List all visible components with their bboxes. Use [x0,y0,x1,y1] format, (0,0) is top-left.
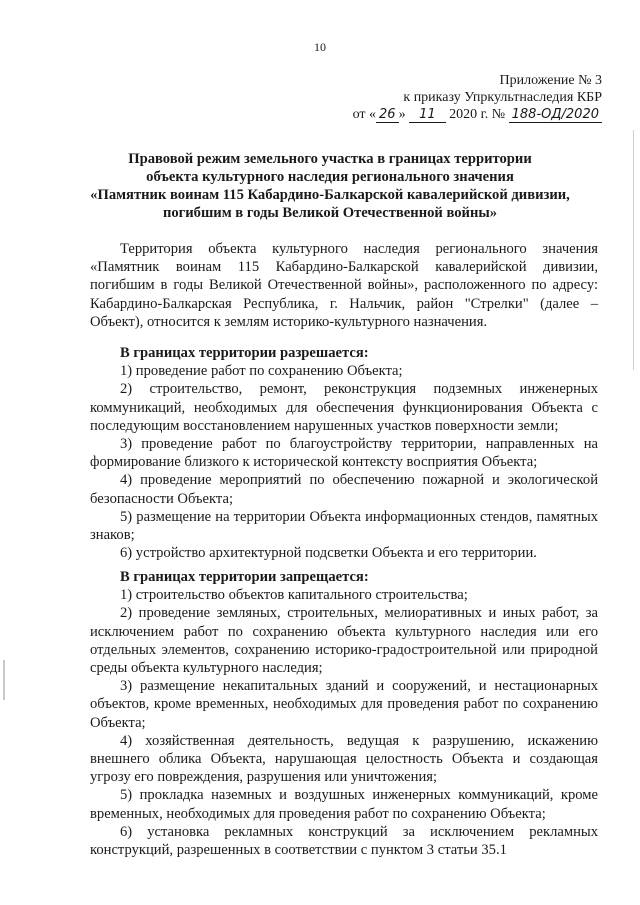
forbidden-heading: В границах территории запрещается: [120,569,369,585]
title-line: погибшим в годы Великой Отечественной войны» [162,205,498,221]
list-item: 2) строительство, ремонт, реконструкция подземных инженерных коммуникаций, необходимых для обеспечения функционирования Объекта с последующим восстановлением нарушенных участков поверхности земли; [90,381,598,434]
list-item: 6) установка рекламных конструкций за исключением рекламных конструкций, разрешенных в соответствии с пунктом 3 статьи 35.1 [90,823,598,859]
appendix-header [353,72,602,123]
forbidden-section [90,568,598,859]
list-item: 4) проведение мероприятий по обеспечению пожарной и экологической безопасности Объекта; [90,472,598,507]
list-item: 5) прокладка наземных и воздушных инженерных коммуникаций, кроме временных, необходимых для проведения работ по сохранению Объекта; [90,787,598,822]
date-mid: » [398,107,406,122]
scan-edge-mark [3,660,5,700]
appendix-title: Приложение № 3 [499,73,602,88]
list-item: 1) проведение работ по сохранению Объекта; [120,363,403,380]
list-item: 2) проведение земляных, строительных, мелиоративных и иных работ, за исключением работ по сохранению объекта культурного наследия или его отдельных элементов, сохранению историко-градостроительной или природной среды объекта культурного наследия; [90,605,598,677]
appendix-order-ref: к приказу Упркультнаследия КБР [403,90,602,105]
handwritten-month: 11 [409,107,446,123]
list-item: 6) устройство архитектурной подсветки Объекта и его территории. [120,545,537,562]
intro-section [90,240,598,331]
appendix-date-line [353,106,602,123]
list-item: 3) проведение работ по благоустройству территории, направленных на формирование близкого к исторической контексту восприятия Объекта; [90,436,598,471]
page-number: 10 [314,40,326,54]
allowed-heading: В границах территории разрешается: [120,345,369,361]
document-title [80,150,580,222]
handwritten-order-number: 188-ОД/2020 [509,107,602,123]
title-line: Правовой режим земельного участка в границах территории [128,151,532,167]
list-item: 4) хозяйственная деятельность, ведущая к разрушению, искажению внешнего облика Объекта, нарушающая целостность Объекта и создающая угрозу его повреждения, разрушения или уничтожения; [90,732,598,786]
date-prefix: от « [352,107,377,122]
list-item: 3) размещение некапитальных зданий и сооружений, и нестационарных объектов, кроме временных, необходимых для проведения работ по сохранению Объекта; [90,678,598,731]
list-item: 5) размещение на территории Объекта информационных стендов, памятных знаков; [90,508,598,544]
title-line: объекта культурного наследия регионального значения [146,169,514,185]
handwritten-day: 26 [376,107,399,123]
scan-edge-mark [633,130,634,370]
intro-paragraph: Территория объекта культурного наследия регионального значения «Памятник воинам 115 Кабардино-Балкарской кавалерийской дивизии, погибшим в годы Великой Отечественной войны», расположенного по адресу: Кабардино-Балкарская Республика, г. Нальчик, район "Стрелки" (далее – Объект), относится к землям историко-культурного назначения. [90,241,598,330]
date-year: 2020 г. № [449,107,506,122]
allowed-section [90,344,598,562]
title-line: «Памятник воинам 115 Кабардино-Балкарской кавалерийской дивизии, [90,187,570,203]
list-item: 1) строительство объектов капитального строительства; [120,587,468,604]
